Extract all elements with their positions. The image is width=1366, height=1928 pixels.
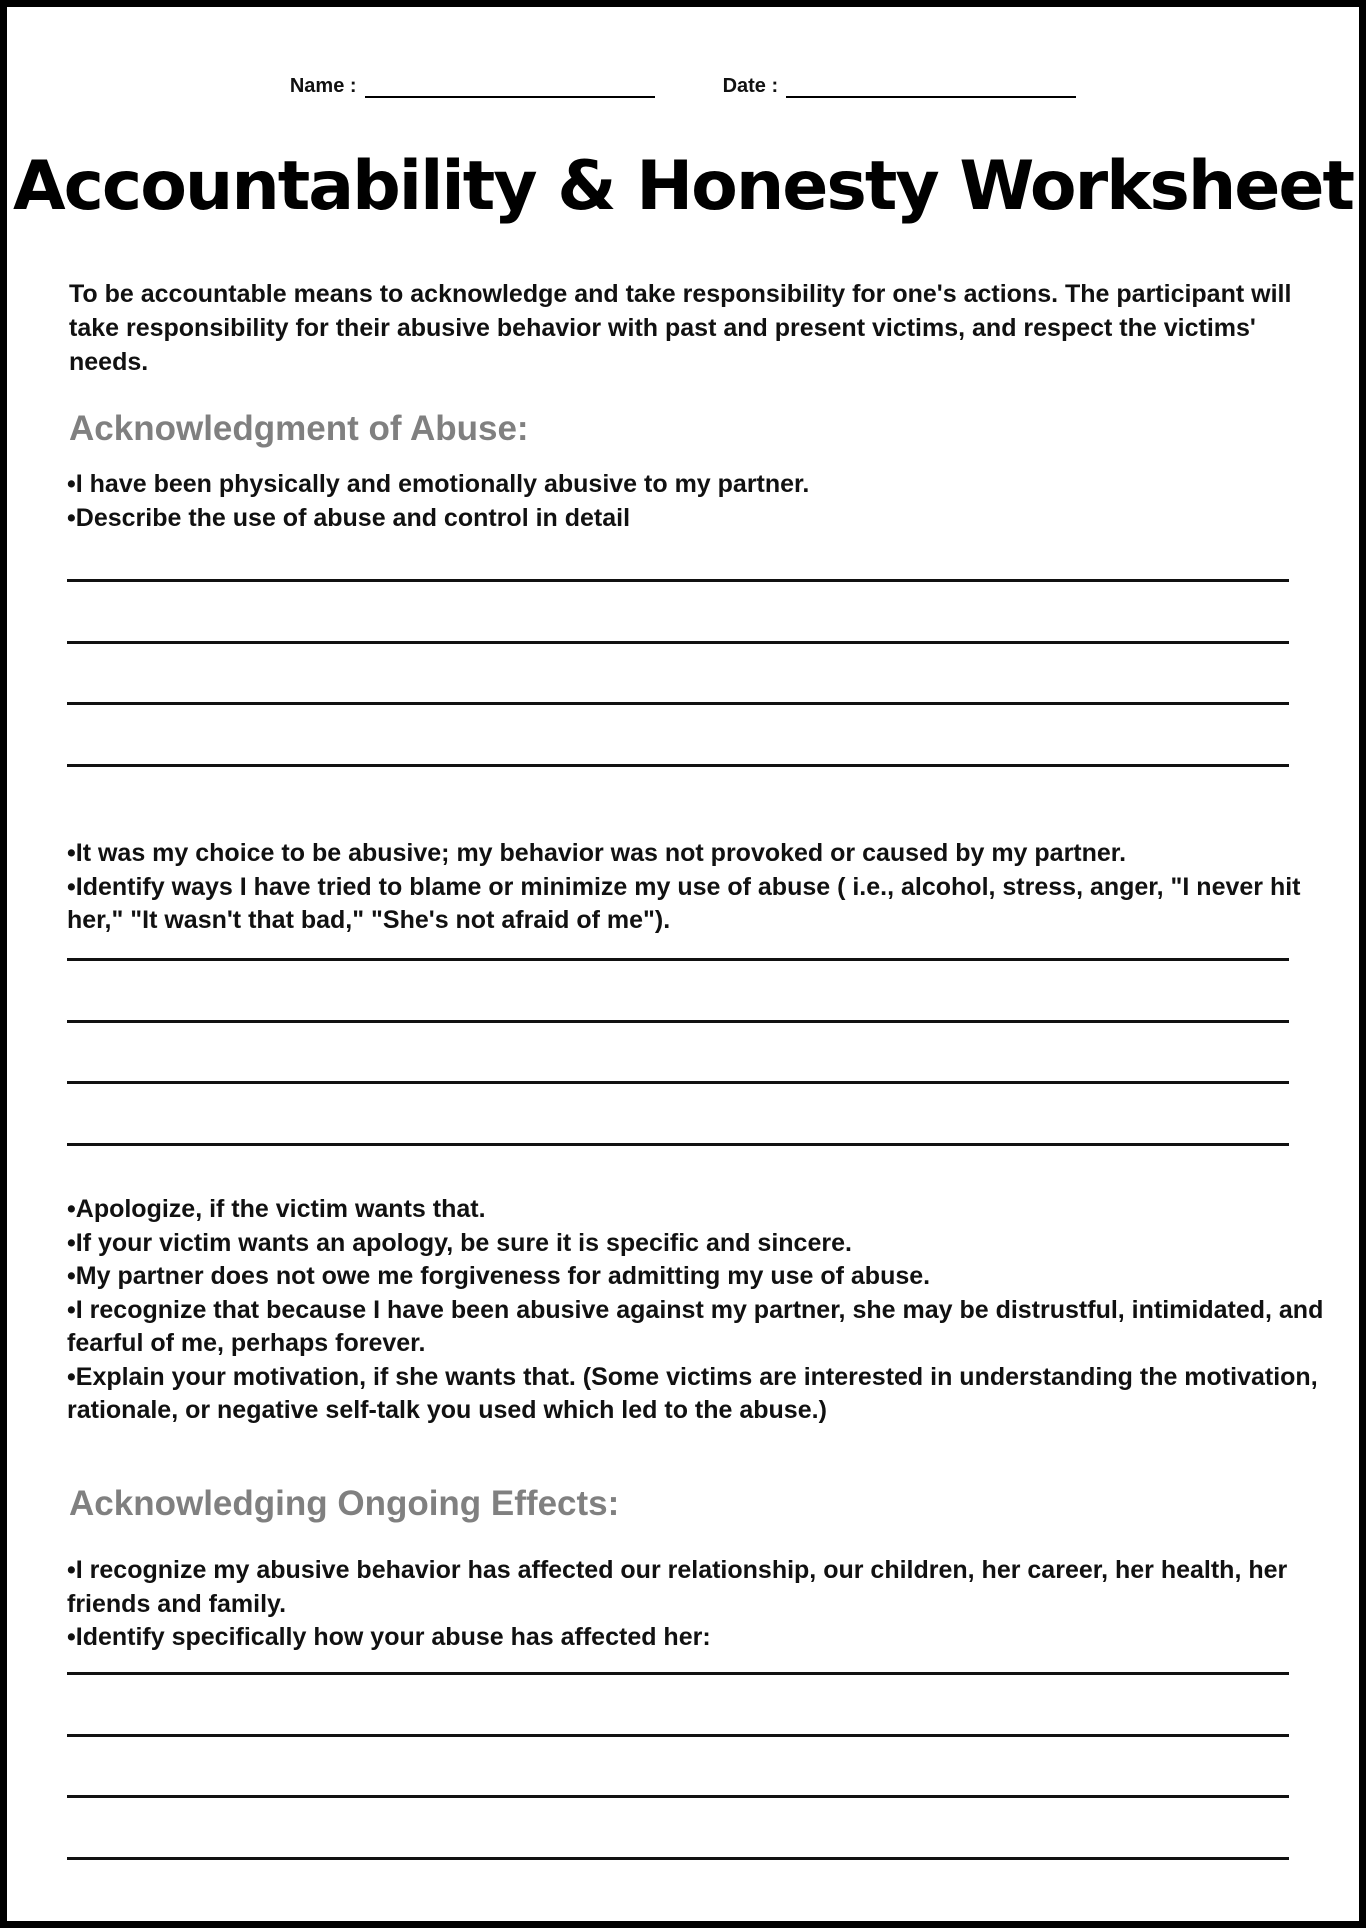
answer-line[interactable] [67, 641, 1289, 644]
name-field[interactable] [290, 75, 655, 98]
list-item: • I recognize my abusive behavior has affected our relationship, our children, her career, her health, her friends and family. [67, 1554, 1327, 1621]
list-item: • Explain your motivation, if she wants that. (Some victims are interested in understanding the motivation, rationale, or negative self-talk you used which led to the abuse.) [67, 1361, 1327, 1428]
section-heading-acknowledgment: Acknowledgment of Abuse: [69, 409, 529, 448]
intro-paragraph: To be accountable means to acknowledge and take responsibility for one's actions. The participant will take responsibility for their abusive behavior with past and present victims, and respect the victims' needs. [69, 280, 1292, 376]
bullet-list-acknowledgment [67, 468, 1327, 535]
bullet-list-choice [67, 837, 1327, 938]
answer-line[interactable] [67, 1857, 1289, 1860]
section-heading-ongoing-effects: Acknowledging Ongoing Effects: [69, 1484, 620, 1523]
list-item: • Identify ways I have tried to blame or minimize my use of abuse ( i.e., alcohol, stress, anger, "I never hit her," "It wasn't that bad," "She's not afraid of me"). [67, 871, 1327, 938]
date-field[interactable] [723, 75, 1077, 98]
date-label: Date : [722, 75, 779, 97]
answer-line[interactable] [67, 702, 1289, 705]
answer-line[interactable] [67, 1081, 1289, 1084]
name-blank-line[interactable] [365, 76, 655, 98]
answer-line[interactable] [67, 1020, 1289, 1023]
answer-line[interactable] [67, 764, 1289, 767]
header-fields [7, 75, 1359, 98]
answer-line[interactable] [67, 1734, 1289, 1737]
list-item: • Describe the use of abuse and control in detail [67, 502, 1327, 536]
answer-line[interactable] [67, 579, 1289, 582]
list-item: • It was my choice to be abusive; my behavior was not provoked or caused by my partner. [67, 837, 1327, 871]
list-item: • Apologize, if the victim wants that. [67, 1193, 1327, 1227]
answer-line[interactable] [67, 1795, 1289, 1798]
list-item: • Identify specifically how your abuse has affected her: [67, 1621, 1327, 1655]
list-item: • I recognize that because I have been abusive against my partner, she may be distrustful, intimidated, and fearful of me, perhaps forever. [67, 1294, 1327, 1361]
answer-line[interactable] [67, 1672, 1289, 1675]
answer-line[interactable] [67, 1143, 1289, 1146]
bullet-list-apology [67, 1193, 1327, 1428]
date-blank-line[interactable] [786, 76, 1076, 98]
page-title: Accountability & Honesty Worksheet [12, 147, 1354, 226]
bullet-list-ongoing-effects [67, 1554, 1327, 1655]
list-item: • I have been physically and emotionally abusive to my partner. [67, 468, 1327, 502]
answer-line[interactable] [67, 958, 1289, 961]
list-item: • If your victim wants an apology, be sure it is specific and sincere. [67, 1227, 1327, 1261]
list-item: • My partner does not owe me forgiveness for admitting my use of abuse. [67, 1260, 1327, 1294]
name-label: Name : [289, 75, 357, 97]
